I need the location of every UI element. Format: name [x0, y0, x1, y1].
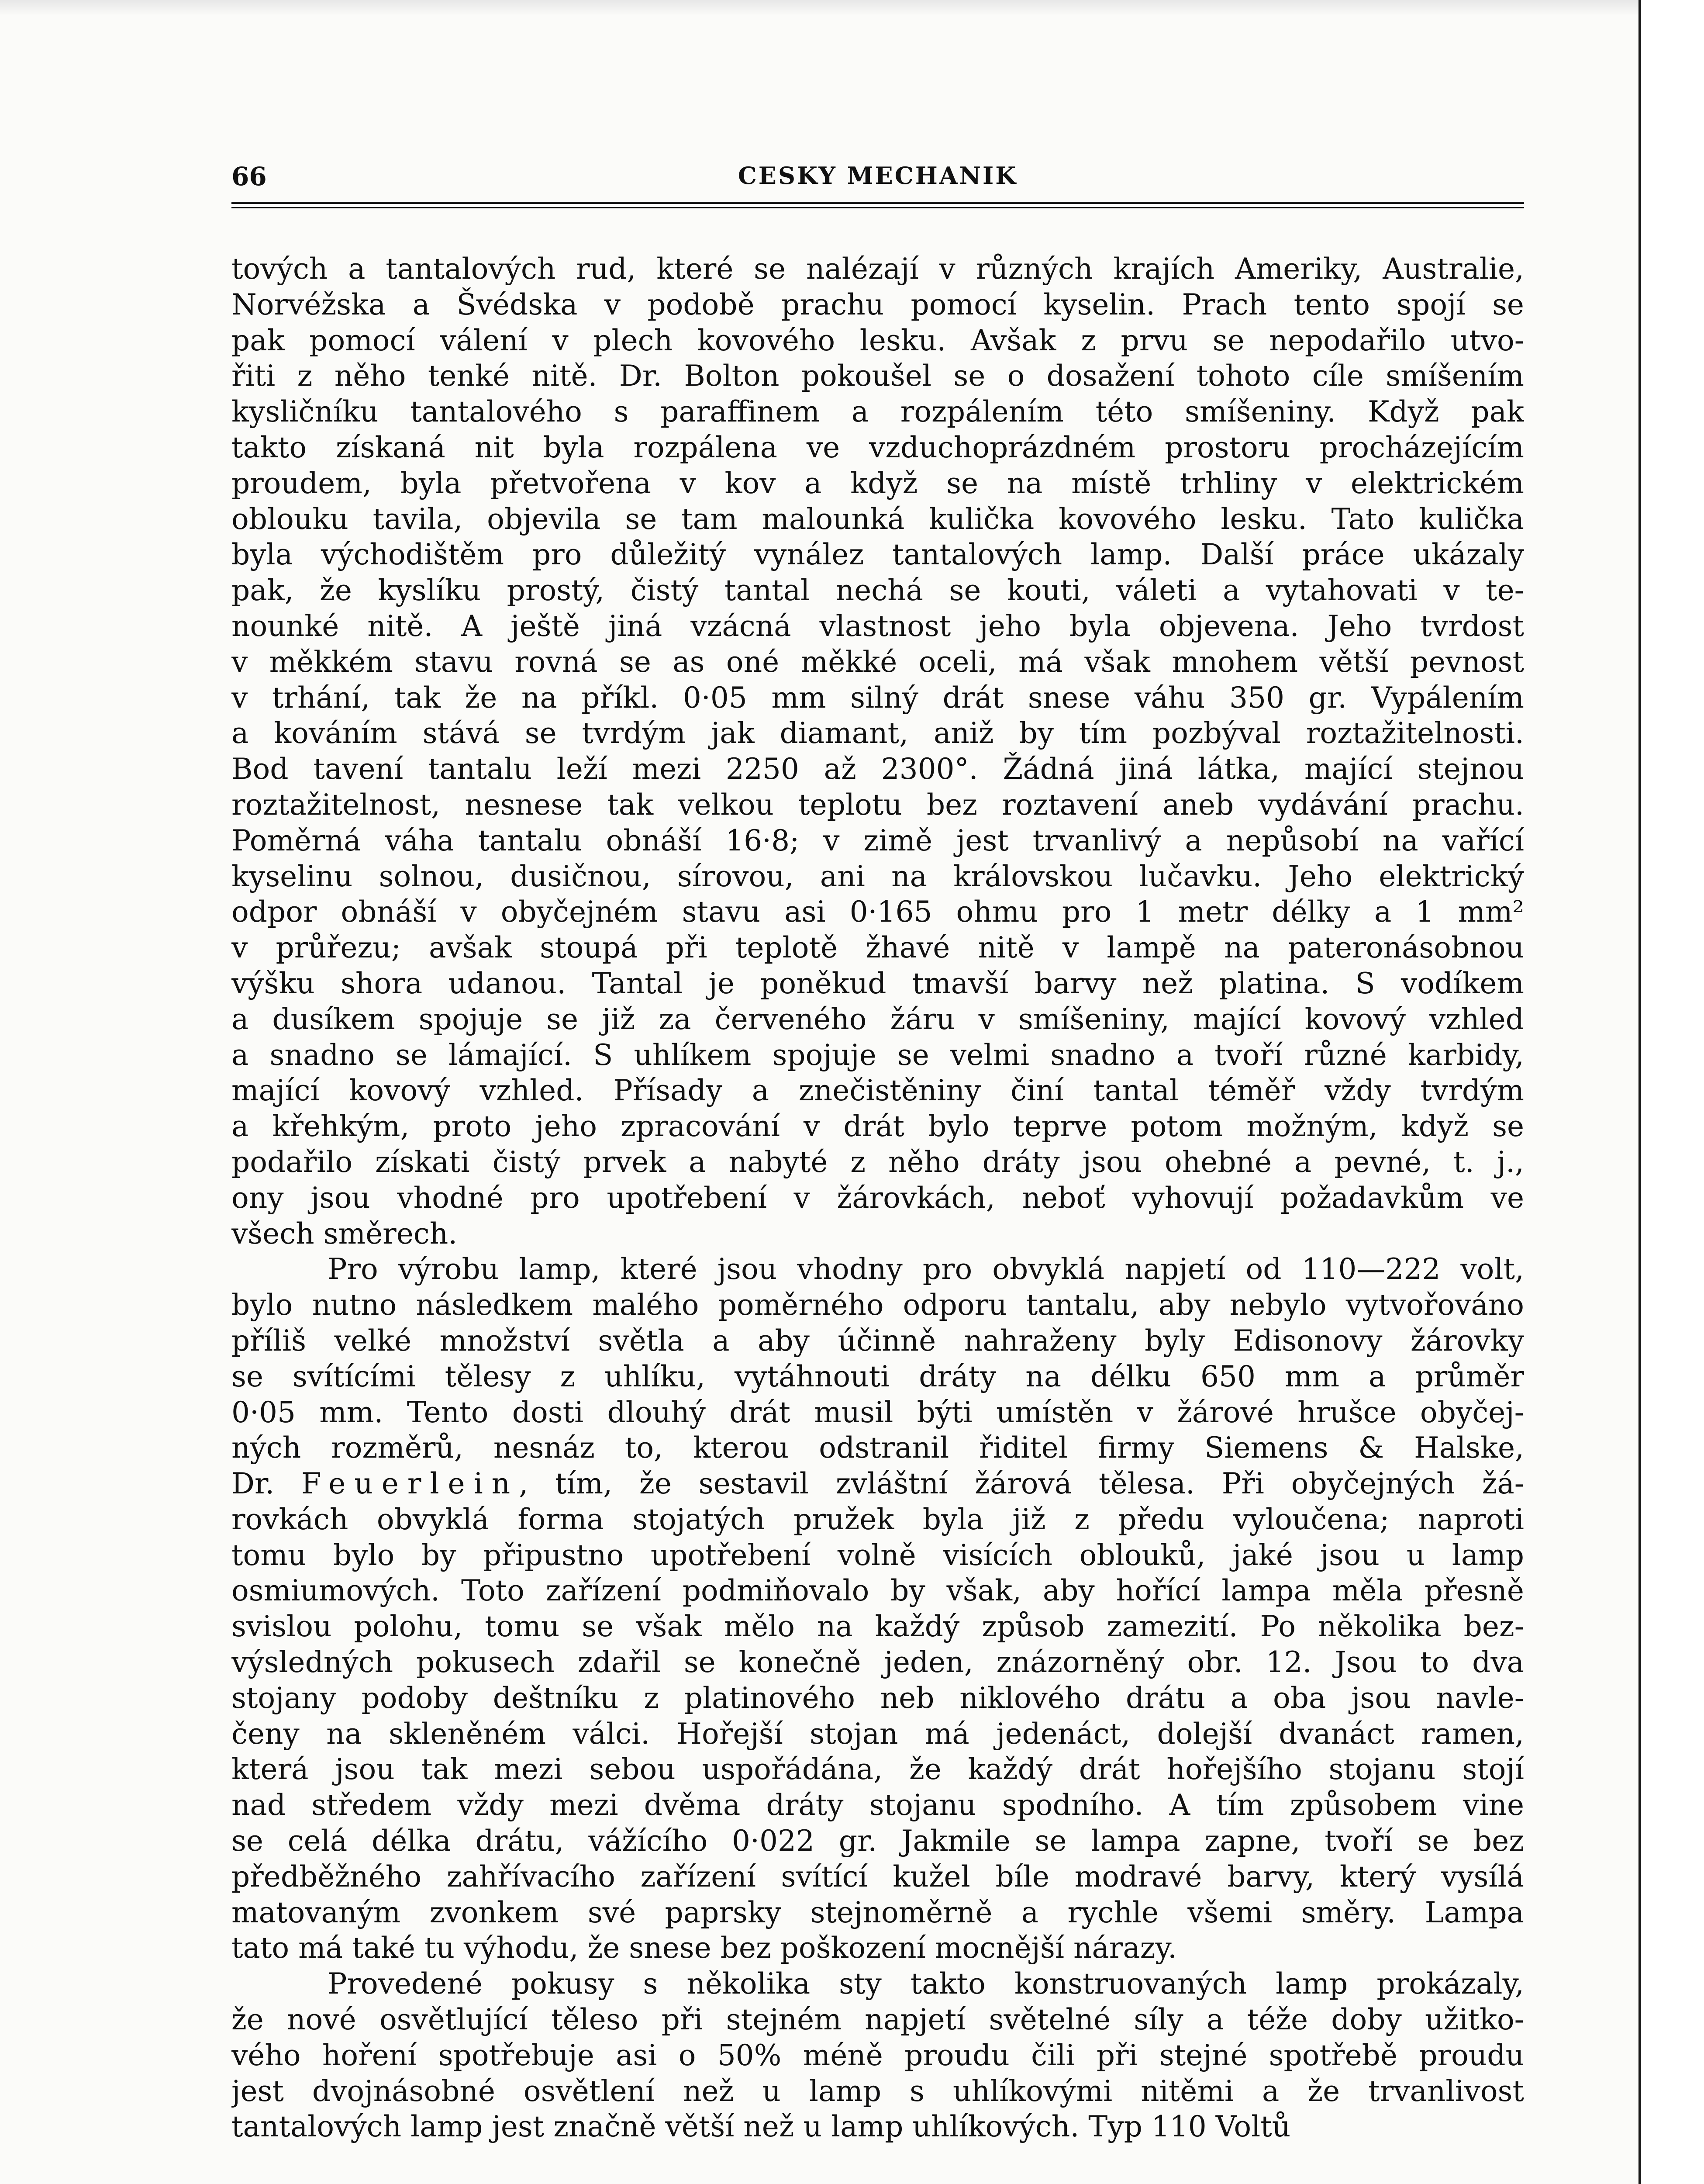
text-line: ných rozměrů, nesnáz to, kterou odstranil řiditel firmy Siemens & Halske, [231, 1431, 1524, 1465]
text-line: že nové osvětlující těleso při stejném napjetí světelné síly a téže doby užitko- [231, 2003, 1524, 2037]
page-header [231, 162, 1524, 205]
text-line: se svítícími tělesy z uhlíku, vytáhnouti dráty na délku 650 mm a průměr [231, 1359, 1524, 1393]
text-line: bylo nutno následkem malého poměrného odporu tantalu, aby nebylo vytvořováno [231, 1288, 1524, 1322]
text-line: matovaným zvonkem své paprsky stejnoměrně a rychle všemi směry. Lampa [231, 1895, 1524, 1929]
text-line: tantalových lamp jest značně větší než u lamp uhlíkových. Typ 110 Voltů [231, 2110, 1291, 2144]
text-line: předběžného zahřívacího zařízení svítící kužel bíle modravé barvy, který vysílá [231, 1859, 1524, 1894]
text-line: pak, že kyslíku prostý, čistý tantal nechá se kouti, váleti a vytahovati v te- [231, 574, 1524, 608]
text-line: v měkkém stavu rovná se as oné měkké oceli, má však mnohem větší pevnost [231, 645, 1524, 679]
page-number: 66 [231, 162, 267, 191]
text-line: tato má také tu výhodu, že snese bez poškození mocnější nárazy. [231, 1931, 1177, 1965]
text-line: tových a tantalových rud, které se nalézají v různých krajích Ameriky, Australie, [231, 252, 1524, 286]
text-line: která jsou tak mezi sebou uspořádána, že každý drát hořejšího stojanu stojí [231, 1752, 1524, 1787]
text-line: roztažitelnost, nesnese tak velkou teplotu bez roztavení aneb vydávání prachu. [231, 788, 1524, 822]
text-line: výsledných pokusech zdařil se konečně jeden, znázorněný obr. 12. Jsou to dva [231, 1645, 1524, 1679]
header-rule-thin [231, 207, 1524, 208]
running-title: CESKY MECHANIK [738, 162, 1018, 190]
text-line: proudem, byla přetvořena v kov a když se na místě trhliny v elektrickém [231, 466, 1524, 500]
paragraph [231, 1966, 1524, 2145]
text-line: v průřezu; avšak stoupá při teplotě žhavé nitě v lampě na pateronásobnou [231, 931, 1524, 965]
text-line: Poměrná váha tantalu obnáší 16·8; v zimě jest trvanlivý a nepůsobí na vařící [231, 823, 1524, 857]
text-line: mající kovový vzhled. Přísady a znečistěniny činí tantal téměř vždy tvrdým [231, 1074, 1524, 1108]
text-line: všech směrech. [231, 1216, 458, 1251]
text-line: a snadno se lámající. S uhlíkem spojuje se velmi snadno a tvoří různé karbidy, [231, 1038, 1524, 1072]
paragraph [231, 1251, 1524, 1966]
text-line: a kováním stává se tvrdým jak diamant, aniž by tím pozbýval roztažitelnosti. [231, 716, 1524, 750]
text-line: pak pomocí válení v plech kovového lesku. Avšak z prvu se nepodařilo utvo- [231, 323, 1524, 357]
text-line: odpor obnáší v obyčejném stavu asi 0·165 ohmu pro 1 metr délky a 1 mm² [231, 895, 1524, 929]
text-line: Provedené pokusy s několika sty takto konstruovaných lamp prokázaly, [328, 1967, 1524, 2001]
page-right-margin [1638, 0, 1704, 2184]
page-top-edge [0, 0, 1638, 16]
text-line: ony jsou vhodné pro upotřebení v žárovkách, neboť vyhovují požadavkům ve [231, 1181, 1524, 1215]
text-line: podařilo získati čistý prvek a nabyté z něho dráty jsou ohebné a pevné, t. j., [231, 1145, 1524, 1179]
text-line: a křehkým, proto jeho zpracování v drát bylo teprve potom možným, když se [231, 1109, 1524, 1144]
text-line: vého hoření spotřebuje asi o 50% méně proudu čili při stejné spotřebě proudu [231, 2038, 1524, 2072]
text-line: čeny na skleněném válci. Hořejší stojan má jedenáct, dolejší dvanáct ramen, [231, 1717, 1524, 1751]
text-line: stojany podoby deštníku z platinového neb niklového drátu a oba jsou navle- [231, 1681, 1524, 1715]
text-line: Pro výrobu lamp, které jsou vhodny pro obvyklá napjetí od 110—222 volt, [328, 1252, 1524, 1286]
text-line: 0·05 mm. Tento dosti dlouhý drát musil býti umístěn v žárové hrušce obyčej- [231, 1395, 1524, 1429]
text-line: řiti z něho tenké nitě. Dr. Bolton pokoušel se o dosažení tohoto cíle smíšením [231, 359, 1524, 393]
paragraph [231, 251, 1524, 1251]
text-line: se celá délka drátu, vážícího 0·022 gr. Jakmile se lampa zapne, tvoří se bez [231, 1824, 1524, 1858]
text-line: Bod tavení tantalu leží mezi 2250 až 2300°. Žádná jiná látka, mající stejnou [231, 752, 1524, 786]
text-line: kyselinu solnou, dusičnou, sírovou, ani na královskou lučavku. Jeho elektrický [231, 859, 1524, 893]
text-line: v trhání, tak že na příkl. 0·05 mm silný drát snese váhu 350 gr. Vypálením [231, 681, 1524, 715]
text-line: tomu bylo by připustno upotřebení volně visících oblouků, jaké jsou u lamp [231, 1538, 1524, 1572]
text-line: Dr. Feuerlein, tím, že sestavil zvláštní žárová tělesa. Při obyčejných žá- [231, 1467, 1524, 1501]
header-rule-thick [231, 202, 1524, 204]
text-line: oblouku tavila, objevila se tam malounká kulička kovového lesku. Tato kulička [231, 502, 1524, 536]
body-text [231, 251, 1524, 2145]
text-line: příliš velké množství světla a aby účinně nahraženy byly Edisonovy žárovky [231, 1324, 1524, 1358]
text-line: byla východištěm pro důležitý vynález tantalových lamp. Další práce ukázaly [231, 538, 1524, 572]
text-line: kysličníku tantalového s paraffinem a rozpálením této smíšeniny. Když pak [231, 395, 1524, 429]
text-line: takto získaná nit byla rozpálena ve vzduchoprázdném prostoru procházejícím [231, 430, 1524, 464]
text-line: Norvéžska a Švédska v podobě prachu pomocí kyselin. Prach tento spojí se [231, 287, 1524, 321]
spaced-name: Feuerlein [301, 1467, 519, 1501]
text-line: svislou polohu, tomu se však mělo na každý způsob zamezití. Po několika bez- [231, 1610, 1524, 1644]
text-line: nounké nitě. A ještě jiná vzácná vlastnost jeho byla objevena. Jeho tvrdost [231, 609, 1524, 643]
text-line: a dusíkem spojuje se již za červeného žáru v smíšeniny, mající kovový vzhled [231, 1002, 1524, 1036]
text-line: rovkách obvyklá forma stojatých pružek byla již z předu vyloučena; naproti [231, 1502, 1524, 1536]
text-line: jest dvojnásobné osvětlení než u lamp s uhlíkovými nitěmi a že trvanlivost [231, 2074, 1524, 2108]
text-line: osmiumových. Toto zařízení podmiňovalo by však, aby hořící lampa měla přesně [231, 1574, 1524, 1608]
text-line: výšku shora udanou. Tantal je poněkud tmavší barvy než platina. S vodíkem [231, 966, 1524, 1000]
text-line: nad středem vždy mezi dvěma dráty stojanu spodního. A tím způsobem vine [231, 1788, 1524, 1822]
